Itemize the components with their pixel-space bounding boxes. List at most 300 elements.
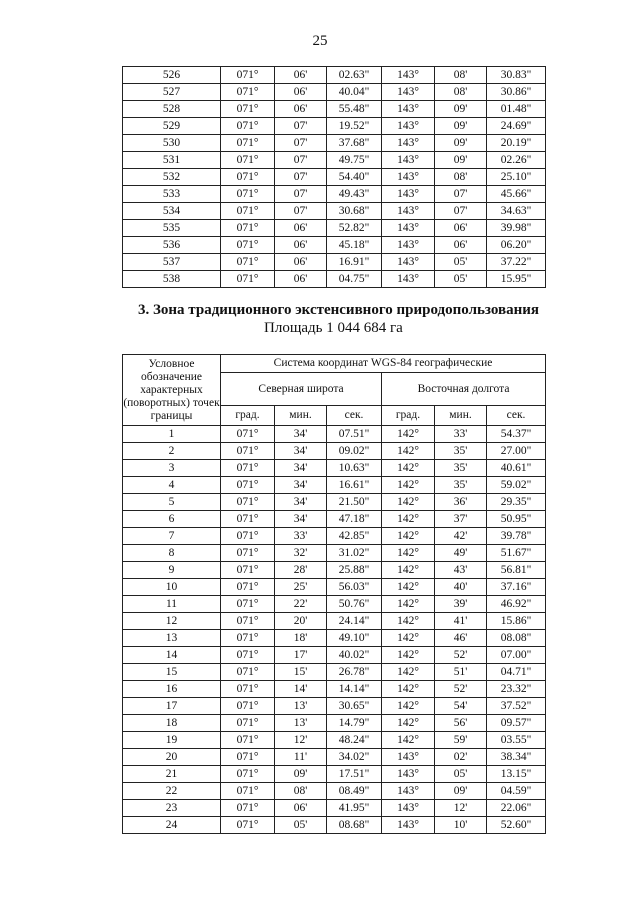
table-cell: 143° (382, 186, 435, 203)
table-row (123, 698, 546, 715)
table-cell: 528 (123, 101, 221, 118)
table-cell: 143° (382, 101, 435, 118)
table-cell: 20' (275, 613, 327, 630)
table-cell: 22 (123, 783, 221, 800)
table-cell: 21.50" (327, 494, 382, 511)
table-cell: 13' (275, 698, 327, 715)
table-row (123, 460, 546, 477)
table-cell: 09' (435, 135, 487, 152)
table-cell: 071° (221, 271, 275, 288)
table-cell: 55.48" (327, 101, 382, 118)
header-north-min: мин. (275, 406, 327, 426)
table-cell: 09' (275, 766, 327, 783)
table-cell: 06' (275, 84, 327, 101)
table-cell: 04.75" (327, 271, 382, 288)
table-cell: 06.20" (487, 237, 546, 254)
table-cell: 06' (275, 254, 327, 271)
table-cell: 143° (382, 67, 435, 84)
header-east-min: мин. (435, 406, 487, 426)
table-cell: 08.49" (327, 783, 382, 800)
table-cell: 13 (123, 630, 221, 647)
table-cell: 12 (123, 613, 221, 630)
table-cell: 05' (435, 766, 487, 783)
table-cell: 143° (382, 271, 435, 288)
table-cell: 20.19" (487, 135, 546, 152)
table-cell: 06' (275, 67, 327, 84)
table-cell: 39' (435, 596, 487, 613)
table-cell: 34' (275, 443, 327, 460)
table-cell: 51' (435, 664, 487, 681)
table-cell: 35' (435, 460, 487, 477)
table-cell: 04.71" (487, 664, 546, 681)
table-cell: 13.15" (487, 766, 546, 783)
table-cell: 02.26" (487, 152, 546, 169)
table-row (123, 203, 546, 220)
table-cell: 143° (382, 203, 435, 220)
table-cell: 54' (435, 698, 487, 715)
table-cell: 143° (382, 237, 435, 254)
table-cell: 08.08" (487, 630, 546, 647)
table-cell: 34' (275, 494, 327, 511)
table-cell: 34' (275, 477, 327, 494)
table-cell: 03.55" (487, 732, 546, 749)
table-cell: 071° (221, 84, 275, 101)
table-cell: 09.02" (327, 443, 382, 460)
table-cell: 07.00" (487, 647, 546, 664)
table-cell: 143° (382, 220, 435, 237)
table-cell: 34' (275, 511, 327, 528)
table-cell: 09' (435, 783, 487, 800)
table-cell: 14' (275, 681, 327, 698)
table-cell: 42.85" (327, 528, 382, 545)
table-cell: 142° (382, 681, 435, 698)
table-cell: 15 (123, 664, 221, 681)
table-cell: 33' (275, 528, 327, 545)
table-cell: 071° (221, 681, 275, 698)
table-cell: 071° (221, 494, 275, 511)
table-cell: 12' (275, 732, 327, 749)
table-cell: 45.18" (327, 237, 382, 254)
table-cell: 39.98" (487, 220, 546, 237)
table-cell: 07' (435, 203, 487, 220)
table-cell: 1 (123, 426, 221, 443)
table-cell: 071° (221, 664, 275, 681)
table-cell: 40.04" (327, 84, 382, 101)
table-cell: 28' (275, 562, 327, 579)
table-cell: 05' (435, 254, 487, 271)
table-cell: 071° (221, 800, 275, 817)
table-cell: 46.92" (487, 596, 546, 613)
table-cell: 41.95" (327, 800, 382, 817)
table-cell: 07' (275, 152, 327, 169)
table-row (123, 766, 546, 783)
table-row (123, 783, 546, 800)
table-cell: 08' (275, 783, 327, 800)
table-cell: 142° (382, 511, 435, 528)
table-cell: 142° (382, 443, 435, 460)
table-cell: 142° (382, 562, 435, 579)
table-cell: 07' (435, 186, 487, 203)
table-cell: 143° (382, 766, 435, 783)
table-cell: 142° (382, 545, 435, 562)
table-cell: 07' (275, 118, 327, 135)
table-cell: 49' (435, 545, 487, 562)
table-cell: 10' (435, 817, 487, 834)
table-cell: 142° (382, 613, 435, 630)
top-table-body (123, 67, 546, 288)
table-cell: 19 (123, 732, 221, 749)
table-cell: 142° (382, 698, 435, 715)
table-cell: 15' (275, 664, 327, 681)
table-cell: 142° (382, 460, 435, 477)
table-cell: 02' (435, 749, 487, 766)
header-east-label: Восточная долгота (382, 373, 546, 406)
coordinates-table-continued (122, 66, 546, 288)
table-row (123, 67, 546, 84)
table-cell: 26.78" (327, 664, 382, 681)
table-row (123, 135, 546, 152)
page-number: 25 (312, 33, 328, 49)
table-cell: 49.10" (327, 630, 382, 647)
table-cell: 14.14" (327, 681, 382, 698)
header-point-label: Условное обозначение характерных (поворотных) точек границы (123, 355, 221, 426)
table-cell: 05' (435, 271, 487, 288)
table-cell: 37.16" (487, 579, 546, 596)
table-cell: 142° (382, 477, 435, 494)
table-cell: 09.57" (487, 715, 546, 732)
table-cell: 071° (221, 169, 275, 186)
table-cell: 071° (221, 152, 275, 169)
table-cell: 143° (382, 169, 435, 186)
table-cell: 071° (221, 511, 275, 528)
table-cell: 143° (382, 817, 435, 834)
table-cell: 4 (123, 477, 221, 494)
table-cell: 34.02" (327, 749, 382, 766)
table-cell: 071° (221, 749, 275, 766)
table-cell: 071° (221, 630, 275, 647)
table-cell: 533 (123, 186, 221, 203)
table-cell: 08' (435, 67, 487, 84)
table-cell: 2 (123, 443, 221, 460)
table-cell: 23 (123, 800, 221, 817)
table-cell: 071° (221, 579, 275, 596)
table-cell: 34' (275, 426, 327, 443)
table-cell: 40.02" (327, 647, 382, 664)
table-row (123, 528, 546, 545)
section-area: Площадь 1 044 684 га (264, 320, 403, 336)
table-row (123, 101, 546, 118)
table-cell: 31.02" (327, 545, 382, 562)
table-cell: 071° (221, 596, 275, 613)
table-cell: 10.63" (327, 460, 382, 477)
header-system-label: Система координат WGS-84 географические (221, 355, 546, 373)
table-cell: 48.24" (327, 732, 382, 749)
table-row (123, 511, 546, 528)
table-cell: 5 (123, 494, 221, 511)
table-cell: 071° (221, 477, 275, 494)
table-cell: 56.03" (327, 579, 382, 596)
table-cell: 30.83" (487, 67, 546, 84)
table-cell: 27.00" (487, 443, 546, 460)
table-cell: 56' (435, 715, 487, 732)
table-cell: 10 (123, 579, 221, 596)
table-cell: 071° (221, 101, 275, 118)
table-cell: 071° (221, 135, 275, 152)
table-cell: 06' (275, 237, 327, 254)
table-cell: 43' (435, 562, 487, 579)
table-cell: 46' (435, 630, 487, 647)
table-row (123, 749, 546, 766)
table-cell: 09' (435, 152, 487, 169)
header-north-label: Северная широта (221, 373, 382, 406)
table-row (123, 800, 546, 817)
table-cell: 071° (221, 426, 275, 443)
table-cell: 142° (382, 494, 435, 511)
table-cell: 08' (435, 84, 487, 101)
table-cell: 37.22" (487, 254, 546, 271)
table-cell: 071° (221, 732, 275, 749)
table-cell: 22.06" (487, 800, 546, 817)
table-cell: 50.95" (487, 511, 546, 528)
table-cell: 142° (382, 426, 435, 443)
table-cell: 12' (435, 800, 487, 817)
table-cell: 11' (275, 749, 327, 766)
table-cell: 47.18" (327, 511, 382, 528)
table-cell: 50.76" (327, 596, 382, 613)
table-row (123, 220, 546, 237)
table-cell: 13' (275, 715, 327, 732)
table-cell: 01.48" (487, 101, 546, 118)
table-cell: 17 (123, 698, 221, 715)
table-cell: 33' (435, 426, 487, 443)
table-row (123, 254, 546, 271)
table-cell: 143° (382, 118, 435, 135)
table-cell: 24 (123, 817, 221, 834)
table-cell: 06' (435, 220, 487, 237)
table-cell: 530 (123, 135, 221, 152)
main-table-body (123, 426, 546, 834)
table-row (123, 562, 546, 579)
table-cell: 52' (435, 647, 487, 664)
header-north-sec: сек. (327, 406, 382, 426)
table-cell: 534 (123, 203, 221, 220)
table-cell: 41' (435, 613, 487, 630)
table-cell: 07.51" (327, 426, 382, 443)
table-cell: 16.61" (327, 477, 382, 494)
table-cell: 25' (275, 579, 327, 596)
table-cell: 6 (123, 511, 221, 528)
table-cell: 34.63" (487, 203, 546, 220)
table-cell: 537 (123, 254, 221, 271)
table-cell: 071° (221, 562, 275, 579)
table-cell: 19.52" (327, 118, 382, 135)
table-cell: 54.40" (327, 169, 382, 186)
table-cell: 06' (275, 220, 327, 237)
table-cell: 09' (435, 101, 487, 118)
table-cell: 11 (123, 596, 221, 613)
table-row (123, 732, 546, 749)
table-cell: 37' (435, 511, 487, 528)
table-cell: 538 (123, 271, 221, 288)
table-cell: 142° (382, 630, 435, 647)
table-cell: 17' (275, 647, 327, 664)
table-cell: 071° (221, 67, 275, 84)
table-row (123, 443, 546, 460)
table-cell: 071° (221, 203, 275, 220)
table-cell: 24.14" (327, 613, 382, 630)
table-cell: 531 (123, 152, 221, 169)
table-cell: 142° (382, 664, 435, 681)
table-cell: 07' (275, 186, 327, 203)
table-cell: 07' (275, 169, 327, 186)
table-cell: 143° (382, 254, 435, 271)
table-cell: 15.95" (487, 271, 546, 288)
table-cell: 15.86" (487, 613, 546, 630)
table-cell: 56.81" (487, 562, 546, 579)
table-cell: 25.88" (327, 562, 382, 579)
table-cell: 14.79" (327, 715, 382, 732)
table-cell: 071° (221, 220, 275, 237)
table-cell: 32' (275, 545, 327, 562)
table-cell: 536 (123, 237, 221, 254)
table-row (123, 630, 546, 647)
table-cell: 49.43" (327, 186, 382, 203)
header-east-sec: сек. (487, 406, 546, 426)
header-east-deg: град. (382, 406, 435, 426)
table-cell: 8 (123, 545, 221, 562)
table-cell: 30.65" (327, 698, 382, 715)
table-cell: 06' (435, 237, 487, 254)
table-cell: 37.68" (327, 135, 382, 152)
table-cell: 143° (382, 152, 435, 169)
table-cell: 39.78" (487, 528, 546, 545)
table-row (123, 494, 546, 511)
table-cell: 142° (382, 715, 435, 732)
table-cell: 071° (221, 613, 275, 630)
table-cell: 16 (123, 681, 221, 698)
table-cell: 071° (221, 528, 275, 545)
table-cell: 49.75" (327, 152, 382, 169)
table-cell: 07' (275, 203, 327, 220)
table-cell: 532 (123, 169, 221, 186)
table-row (123, 271, 546, 288)
table-cell: 36' (435, 494, 487, 511)
table-cell: 29.35" (487, 494, 546, 511)
table-cell: 7 (123, 528, 221, 545)
table-cell: 529 (123, 118, 221, 135)
table-cell: 37.52" (487, 698, 546, 715)
table-cell: 20 (123, 749, 221, 766)
table-row (123, 579, 546, 596)
table-cell: 071° (221, 766, 275, 783)
table-cell: 35' (435, 477, 487, 494)
table-cell: 38.34" (487, 749, 546, 766)
table-row (123, 817, 546, 834)
table-cell: 071° (221, 545, 275, 562)
table-cell: 071° (221, 715, 275, 732)
table-cell: 071° (221, 783, 275, 800)
table-cell: 143° (382, 135, 435, 152)
table-cell: 142° (382, 647, 435, 664)
table-cell: 52.60" (487, 817, 546, 834)
table-row (123, 169, 546, 186)
section-heading: 3. Зона традиционного экстенсивного природопользования (138, 302, 539, 318)
table-row (123, 186, 546, 203)
table-cell: 071° (221, 237, 275, 254)
table-cell: 143° (382, 800, 435, 817)
table-cell: 071° (221, 443, 275, 460)
table-cell: 07' (275, 135, 327, 152)
table-row (123, 545, 546, 562)
table-cell: 45.66" (487, 186, 546, 203)
table-row (123, 426, 546, 443)
table-cell: 527 (123, 84, 221, 101)
table-cell: 16.91" (327, 254, 382, 271)
table-cell: 535 (123, 220, 221, 237)
table-cell: 3 (123, 460, 221, 477)
table-cell: 24.69" (487, 118, 546, 135)
table-row (123, 664, 546, 681)
table-cell: 071° (221, 254, 275, 271)
table-cell: 40' (435, 579, 487, 596)
table-row (123, 84, 546, 101)
table-cell: 14 (123, 647, 221, 664)
table-cell: 22' (275, 596, 327, 613)
table-cell: 02.63" (327, 67, 382, 84)
table-row (123, 152, 546, 169)
table-row (123, 477, 546, 494)
table-cell: 142° (382, 596, 435, 613)
table-row (123, 681, 546, 698)
table-cell: 06' (275, 800, 327, 817)
table-cell: 143° (382, 749, 435, 766)
table-cell: 071° (221, 118, 275, 135)
table-cell: 40.61" (487, 460, 546, 477)
table-cell: 071° (221, 460, 275, 477)
table-cell: 06' (275, 101, 327, 118)
header-north-deg: град. (221, 406, 275, 426)
table-cell: 59' (435, 732, 487, 749)
table-cell: 51.67" (487, 545, 546, 562)
table-cell: 526 (123, 67, 221, 84)
table-cell: 17.51" (327, 766, 382, 783)
table-cell: 143° (382, 783, 435, 800)
table-cell: 09' (435, 118, 487, 135)
table-cell: 071° (221, 647, 275, 664)
table-cell: 21 (123, 766, 221, 783)
table-cell: 08.68" (327, 817, 382, 834)
table-cell: 04.59" (487, 783, 546, 800)
table-cell: 071° (221, 817, 275, 834)
table-cell: 59.02" (487, 477, 546, 494)
table-cell: 25.10" (487, 169, 546, 186)
table-cell: 30.68" (327, 203, 382, 220)
table-cell: 42' (435, 528, 487, 545)
table-cell: 05' (275, 817, 327, 834)
table-cell: 30.86" (487, 84, 546, 101)
table-row (123, 715, 546, 732)
table-cell: 08' (435, 169, 487, 186)
table-cell: 54.37" (487, 426, 546, 443)
table-cell: 142° (382, 528, 435, 545)
table-cell: 071° (221, 698, 275, 715)
table-cell: 143° (382, 84, 435, 101)
table-row (123, 118, 546, 135)
table-row (123, 237, 546, 254)
table-cell: 142° (382, 732, 435, 749)
table-cell: 23.32" (487, 681, 546, 698)
table-cell: 34' (275, 460, 327, 477)
